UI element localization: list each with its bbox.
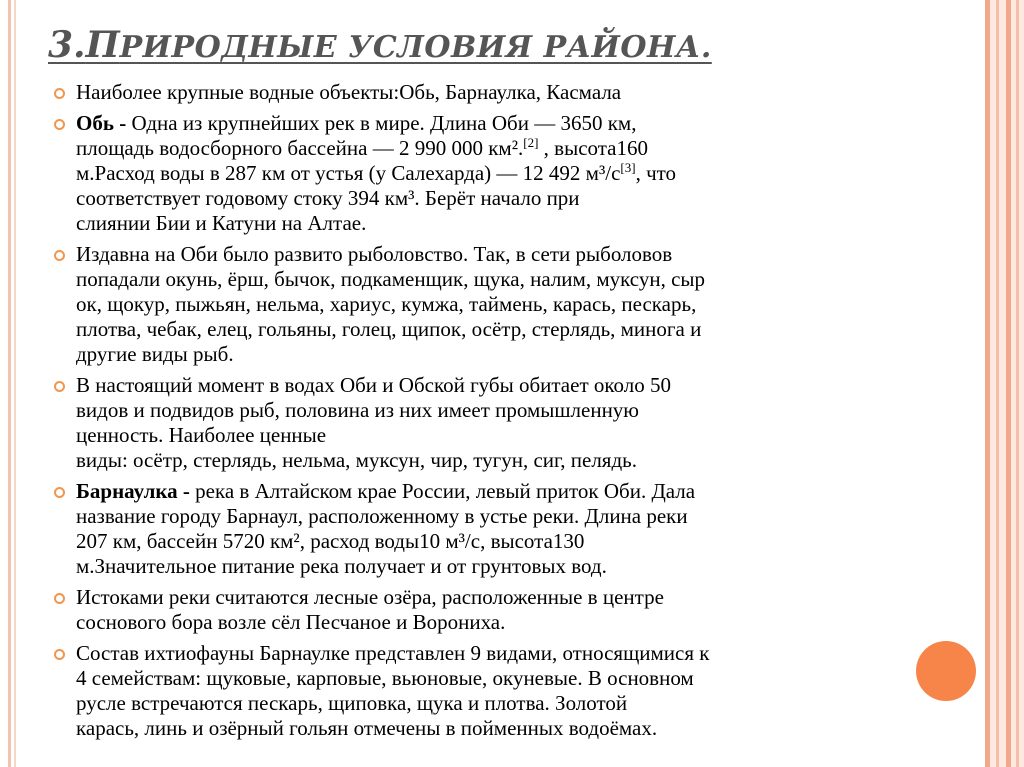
bullet-line: Состав ихтиофауны Барнаулке представлен 9 видами, относящимися к	[76, 641, 710, 665]
bullet-line: Издавна на Оби было развито рыболовство. Так, в сети рыболовов	[76, 242, 673, 266]
bullet-line	[76, 136, 924, 161]
footnote-ref[interactable]: [3]	[620, 160, 636, 175]
bullet-circle-icon	[54, 88, 65, 99]
bullet-line: карась, линь и озёрный гольян отмечены в пойменных водоёмах.	[76, 716, 658, 740]
bullet-line: другие виды рыб.	[76, 342, 234, 366]
bullet-text: , высота160	[538, 136, 648, 160]
right-decor-stripe	[1006, 0, 1011, 767]
bullet-line: слиянии Бии и Катуни на Алтае.	[76, 211, 367, 235]
bullet-line	[76, 161, 924, 186]
right-decor-stripe	[1016, 0, 1019, 767]
bullet-line: виды: осётр, стерлядь, нельма, муксун, чир, тугун, сиг, пелядь.	[76, 448, 637, 472]
bullet-circle-icon	[54, 250, 65, 261]
term-ob: Обь -	[76, 111, 127, 135]
right-decor-stripe	[996, 0, 999, 767]
bullet-line: Истоками реки считаются лесные озёра, расположенные в центре	[76, 585, 664, 609]
slide-content	[54, 80, 924, 747]
bullet-item	[54, 641, 924, 741]
footnote-ref[interactable]: [2]	[523, 135, 539, 150]
decor-circle	[916, 641, 976, 701]
bullet-text: м.Расход воды в 287 км от устья (у Салехарда) — 12 492 м³/с	[76, 161, 621, 185]
bullet-item	[54, 111, 924, 236]
bullet-line: Наиболее крупные водные объекты:Обь, Барнаулка, Касмала	[76, 80, 622, 104]
bullet-item	[54, 80, 924, 105]
bullet-line: соответствует годовому стоку 394 км³. Берёт начало при	[76, 186, 580, 210]
bullet-text: Одна из крупнейших рек в мире. Длина Оби — 3650 км,	[126, 111, 637, 135]
bullet-text: площадь водосборного бассейна — 2 990 000 км².	[76, 136, 524, 160]
bullet-line: плотва, чебак, елец, гольяны, голец, щипок, осётр, стерлядь, минога и	[76, 317, 702, 341]
bullet-line: соснового бора возле сёл Песчаное и Ворониха.	[76, 610, 506, 634]
bullet-item	[54, 242, 924, 367]
bullet-line: ценность. Наиболее ценные	[76, 423, 327, 447]
bullet-line	[76, 111, 924, 136]
bullet-item	[54, 585, 924, 635]
bullet-text: , что	[635, 161, 677, 185]
bullet-item	[54, 479, 924, 579]
right-decor-stripe	[985, 0, 990, 767]
bullet-circle-icon	[54, 381, 65, 392]
bullet-line: В настоящий момент в водах Оби и Обской губы обитает около 50	[76, 373, 671, 397]
title-capital: П	[85, 24, 120, 66]
bullet-item	[54, 373, 924, 473]
bullet-line: попадали окунь, ёрш, бычок, подкаменщик, щука, налим, муксун, сыр	[76, 267, 706, 291]
bullet-line: м.Значительное питание река получает и от грунтовых вод.	[76, 554, 607, 578]
bullet-line: ок, щокур, пыжьян, нельма, хариус, кумжа, таймень, карась, пескарь,	[76, 292, 697, 316]
title-number: 3.	[48, 24, 86, 66]
bullet-line: русле встречаются пескарь, щиповка, щука и плотва. Золотой	[76, 691, 628, 715]
bullet-line: название городу Барнаул, расположенному в устье реки. Длина реки	[76, 504, 688, 528]
left-decor-stripe	[8, 0, 11, 767]
bullet-line: 4 семействам: щуковые, карповые, вьюновые, окуневые. В основном	[76, 666, 694, 690]
left-decor-stripe-thin	[14, 0, 16, 767]
bullet-line	[76, 479, 924, 504]
bullet-text: река в Алтайском крае России, левый приток Оби. Дала	[189, 479, 696, 503]
bullet-line: 207 км, бассейн 5720 км², расход воды10 м³/с, высота130	[76, 529, 585, 553]
bullet-line: видов и подвидов рыб, половина из них имеет промышленную	[76, 398, 639, 422]
slide-title	[48, 22, 712, 71]
title-rest: РИРОДНЫЕ УСЛОВИЯ РАЙОНА.	[119, 30, 712, 65]
bullet-circle-icon	[54, 649, 65, 660]
bullet-circle-icon	[54, 487, 65, 498]
bullet-circle-icon	[54, 593, 65, 604]
bullet-circle-icon	[54, 119, 65, 130]
term-barnaulka: Барнаулка -	[76, 479, 190, 503]
